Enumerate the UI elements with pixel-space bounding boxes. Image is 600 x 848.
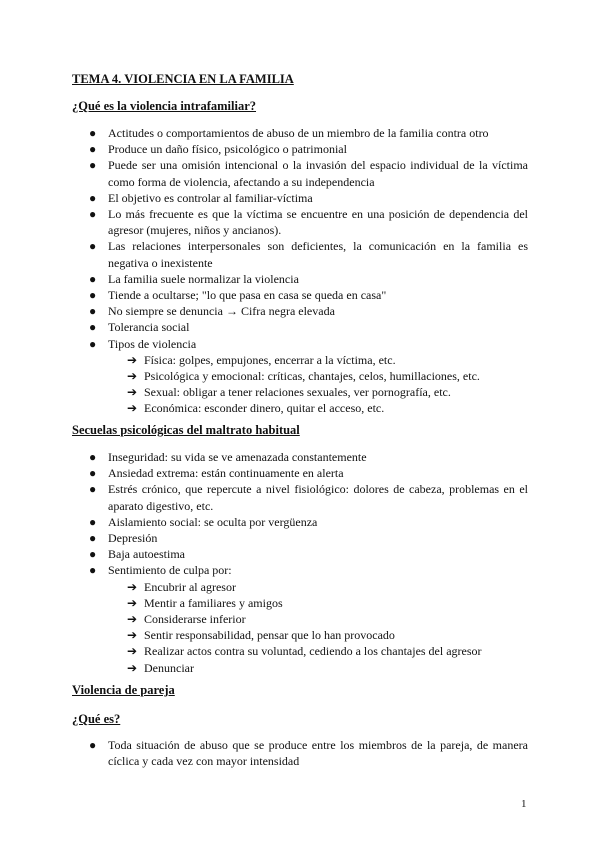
bullet-icon: ●: [89, 207, 97, 222]
pareja-list: [72, 737, 528, 769]
bullet-icon: ●: [89, 158, 97, 173]
sub-list-item: ➔ Considerarse inferior: [127, 612, 246, 627]
arrow-icon: ➔: [127, 595, 138, 610]
bullet-icon: ●: [89, 126, 97, 140]
arrow-icon: ➔: [127, 579, 138, 594]
arrow-icon: ➔: [127, 352, 138, 367]
list-item: ● Las relaciones interpersonales son deficientes, la comunicación en la familia es negativa o inexistente: [89, 239, 528, 270]
arrow-icon: ➔: [127, 644, 138, 659]
sub-list-item: ➔ Psicológica y emocional: críticas, chantajes, celos, humillaciones, etc.: [127, 369, 480, 384]
sub-list-item: ➔ Realizar actos contra su voluntad, cediendo a los chantajes del agresor: [127, 644, 482, 659]
sub-list-item: ➔ Denunciar: [127, 660, 194, 675]
sub-list-item: ➔ Sentir responsabilidad, pensar que lo han provocado: [127, 628, 395, 643]
page-number: 1: [521, 798, 527, 810]
bullet-icon: ●: [89, 547, 97, 562]
bullet-icon: ●: [89, 738, 97, 752]
section-heading-intrafamiliar: ¿Qué es la violencia intrafamiliar?: [72, 99, 257, 113]
sub-list-item: ➔ Sexual: obligar a tener relaciones sexuales, ver pornografía, etc.: [127, 385, 451, 400]
list-item: ● Baja autoestima: [89, 547, 185, 562]
sub-list-item: ➔ Económica: esconder dinero, quitar el acceso, etc.: [127, 401, 385, 416]
bullet-icon: ●: [89, 531, 97, 546]
bullet-icon: ●: [89, 450, 97, 464]
list-item: ● Tipos de violencia: [89, 336, 197, 351]
subheading-que-es: ¿Qué es?: [72, 712, 121, 726]
list-item: ● Actitudes o comportamientos de abuso de un miembro de la familia contra otro: [89, 126, 489, 140]
arrow-icon: ➔: [127, 385, 138, 400]
bullet-icon: ●: [89, 563, 97, 578]
arrow-icon: ➔: [127, 369, 138, 384]
list-item: ● El objetivo es controlar al familiar-víctima: [89, 190, 313, 205]
arrow-icon: ➔: [127, 628, 138, 643]
page-title: TEMA 4. VIOLENCIA EN LA FAMILIA: [72, 72, 294, 86]
list-item: ● Inseguridad: su vida se ve amenazada constantemente: [89, 450, 367, 464]
intrafamiliar-list: [72, 125, 528, 417]
sub-list-item: ➔ Física: golpes, empujones, encerrar a la víctima, etc.: [127, 352, 396, 367]
sub-list-item: ➔ Encubrir al agresor: [127, 579, 236, 594]
bullet-icon: ●: [89, 336, 97, 351]
list-item: ● Depresión: [89, 531, 158, 546]
list-item: ● Sentimiento de culpa por:: [89, 563, 232, 578]
bullet-icon: ●: [89, 142, 97, 157]
list-item: ● Ansiedad extrema: están continuamente en alerta: [89, 466, 344, 481]
bullet-icon: ●: [89, 304, 97, 319]
list-item: ● Produce un daño físico, psicológico o patrimonial: [89, 142, 347, 157]
secuelas-list: [72, 449, 528, 676]
bullet-icon: ●: [89, 190, 97, 205]
list-item: ● Estrés crónico, que repercute a nivel fisiológico: dolores de cabeza, problemas en el aparato digestivo, etc.: [89, 482, 528, 513]
list-item: ● Tiende a ocultarse; "lo que pasa en casa se queda en casa": [89, 288, 387, 303]
list-item: ● Puede ser una omisión intencional o la invasión del espacio individual de la víctima como forma de violencia, afectando a su independencia: [89, 158, 528, 189]
section-heading-pareja: Violencia de pareja: [72, 683, 175, 697]
list-item: ● No siempre se denuncia → Cifra negra elevada: [89, 304, 335, 319]
bullet-icon: ●: [89, 288, 97, 303]
list-item: ● La familia suele normalizar la violencia: [89, 271, 299, 286]
bullet-icon: ●: [89, 514, 97, 529]
bullet-icon: ●: [89, 466, 97, 481]
bullet-icon: ●: [89, 320, 97, 335]
bullet-icon: ●: [89, 482, 97, 497]
arrow-icon: ➔: [127, 612, 138, 627]
list-item: ● Lo más frecuente es que la víctima se encuentre en una posición de dependencia del agresor (mujeres, niños y ancianos).: [89, 207, 528, 238]
section-heading-secuelas: Secuelas psicológicas del maltrato habitual: [72, 423, 300, 437]
list-item: ● Aislamiento social: se oculta por vergüenza: [89, 514, 318, 529]
arrow-icon: ➔: [127, 660, 138, 675]
list-item: ● Toda situación de abuso que se produce entre los miembros de la pareja, de manera cíclica y cada vez con mayor intensidad: [89, 738, 528, 769]
list-item: ● Tolerancia social: [89, 320, 190, 335]
arrow-icon: ➔: [127, 401, 138, 416]
sub-list-item: ➔ Mentir a familiares y amigos: [127, 595, 283, 610]
bullet-icon: ●: [89, 271, 97, 286]
bullet-icon: ●: [89, 239, 97, 254]
